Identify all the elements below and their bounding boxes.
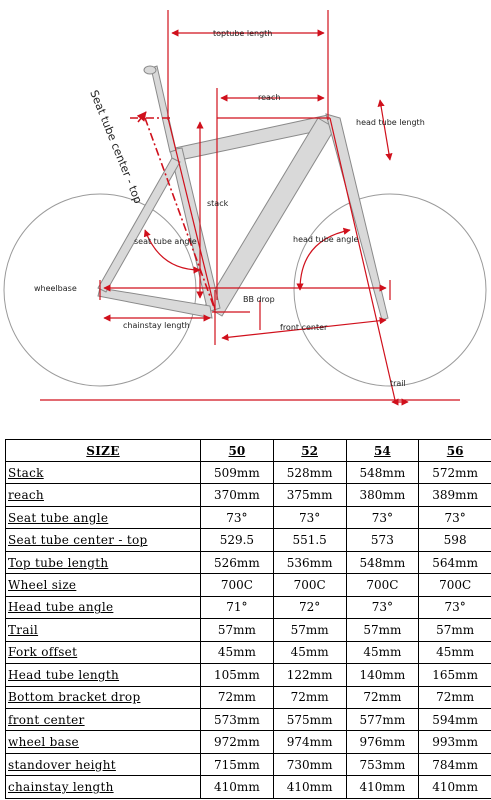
row-value: 57mm — [346, 619, 419, 641]
row-value: 993mm — [419, 731, 491, 753]
row-label: Seat tube center - top — [6, 529, 201, 551]
row-label: reach — [6, 484, 201, 506]
row-value: 72mm — [419, 686, 491, 708]
size-54-header: 54 — [346, 440, 419, 462]
row-label: Wheel size — [6, 574, 201, 596]
label-wheelbase: wheelbase — [34, 284, 77, 293]
row-value: 594mm — [419, 708, 491, 730]
table-row — [6, 776, 491, 799]
row-value: 410mm — [273, 776, 346, 799]
table-row — [6, 484, 491, 506]
row-value: 73° — [346, 506, 419, 528]
label-bb-drop: BB drop — [243, 295, 275, 304]
row-label: standover height — [6, 753, 201, 775]
label-seat-tube-center-top: Seat tube center - top — [87, 88, 145, 206]
row-value: 45mm — [346, 641, 419, 663]
table-row — [6, 462, 491, 484]
row-value: 730mm — [273, 753, 346, 775]
row-value: 370mm — [201, 484, 274, 506]
row-value: 72mm — [201, 686, 274, 708]
row-value: 551.5 — [273, 529, 346, 551]
row-value: 140mm — [346, 664, 419, 686]
table-row — [6, 708, 491, 730]
row-label: wheel base — [6, 731, 201, 753]
size-50-header: 50 — [201, 440, 274, 462]
row-value: 73° — [419, 596, 491, 618]
label-trail: trail — [390, 379, 406, 388]
label-chainstay-length: chainstay length — [123, 321, 190, 330]
label-reach: reach — [258, 93, 281, 102]
label-seat-tube-angle: seat tube angle — [134, 237, 197, 246]
row-value: 375mm — [273, 484, 346, 506]
row-label: Top tube length — [6, 551, 201, 573]
row-value: 526mm — [201, 551, 274, 573]
table-row — [6, 596, 491, 618]
row-value: 105mm — [201, 664, 274, 686]
row-value: 974mm — [273, 731, 346, 753]
row-value: 575mm — [273, 708, 346, 730]
row-value: 564mm — [419, 551, 491, 573]
table-row — [6, 641, 491, 663]
row-value: 784mm — [419, 753, 491, 775]
table-row — [6, 753, 491, 775]
row-value: 577mm — [346, 708, 419, 730]
row-value: 73° — [346, 596, 419, 618]
table-row — [6, 506, 491, 528]
row-label: Head tube angle — [6, 596, 201, 618]
row-value: 72mm — [273, 686, 346, 708]
row-value: 528mm — [273, 462, 346, 484]
label-toptube-length: toptube length — [213, 29, 273, 38]
row-label: chainstay length — [6, 776, 201, 799]
row-value: 529.5 — [201, 529, 274, 551]
row-value: 72° — [273, 596, 346, 618]
row-value: 57mm — [273, 619, 346, 641]
row-value: 73° — [201, 506, 274, 528]
row-value: 71° — [201, 596, 274, 618]
row-value: 72mm — [346, 686, 419, 708]
size-56-header: 56 — [419, 440, 491, 462]
row-value: 57mm — [419, 619, 491, 641]
table-row — [6, 731, 491, 753]
row-value: 548mm — [346, 551, 419, 573]
row-value: 73° — [273, 506, 346, 528]
row-value: 410mm — [419, 776, 491, 799]
row-value: 572mm — [419, 462, 491, 484]
row-value: 410mm — [201, 776, 274, 799]
row-value: 573mm — [201, 708, 274, 730]
row-value: 165mm — [419, 664, 491, 686]
table-row — [6, 619, 491, 641]
row-value: 45mm — [201, 641, 274, 663]
row-value: 598 — [419, 529, 491, 551]
label-head-tube-angle: head tube angle — [293, 235, 359, 244]
row-label: Bottom bracket drop — [6, 686, 201, 708]
row-value: 972mm — [201, 731, 274, 753]
row-value: 509mm — [201, 462, 274, 484]
row-value: 700C — [346, 574, 419, 596]
row-value: 548mm — [346, 462, 419, 484]
size-header: SIZE — [6, 440, 201, 462]
table-header-row — [6, 440, 491, 462]
row-value: 410mm — [346, 776, 419, 799]
row-value: 122mm — [273, 664, 346, 686]
row-value: 753mm — [346, 753, 419, 775]
row-value: 45mm — [273, 641, 346, 663]
row-value: 536mm — [273, 551, 346, 573]
row-label: Fork offset — [6, 641, 201, 663]
row-value: 389mm — [419, 484, 491, 506]
row-label: Seat tube angle — [6, 506, 201, 528]
row-value: 700C — [419, 574, 491, 596]
row-value: 73° — [419, 506, 491, 528]
row-label: Stack — [6, 462, 201, 484]
row-value: 976mm — [346, 731, 419, 753]
row-value: 45mm — [419, 641, 491, 663]
label-head-tube-length: head tube length — [356, 118, 425, 127]
size-52-header: 52 — [273, 440, 346, 462]
row-value: 573 — [346, 529, 419, 551]
row-label: Trail — [6, 619, 201, 641]
label-front-center: front center — [280, 323, 328, 332]
row-value: 57mm — [201, 619, 274, 641]
table-row — [6, 574, 491, 596]
row-value: 700C — [273, 574, 346, 596]
row-label: Head tube length — [6, 664, 201, 686]
row-label: front center — [6, 708, 201, 730]
table-row — [6, 664, 491, 686]
geometry-table — [5, 439, 491, 799]
row-value: 380mm — [346, 484, 419, 506]
table-row — [6, 686, 491, 708]
label-stack: stack — [207, 199, 229, 208]
table-row — [6, 551, 491, 573]
table-row — [6, 529, 491, 551]
row-value: 715mm — [201, 753, 274, 775]
row-value: 700C — [201, 574, 274, 596]
